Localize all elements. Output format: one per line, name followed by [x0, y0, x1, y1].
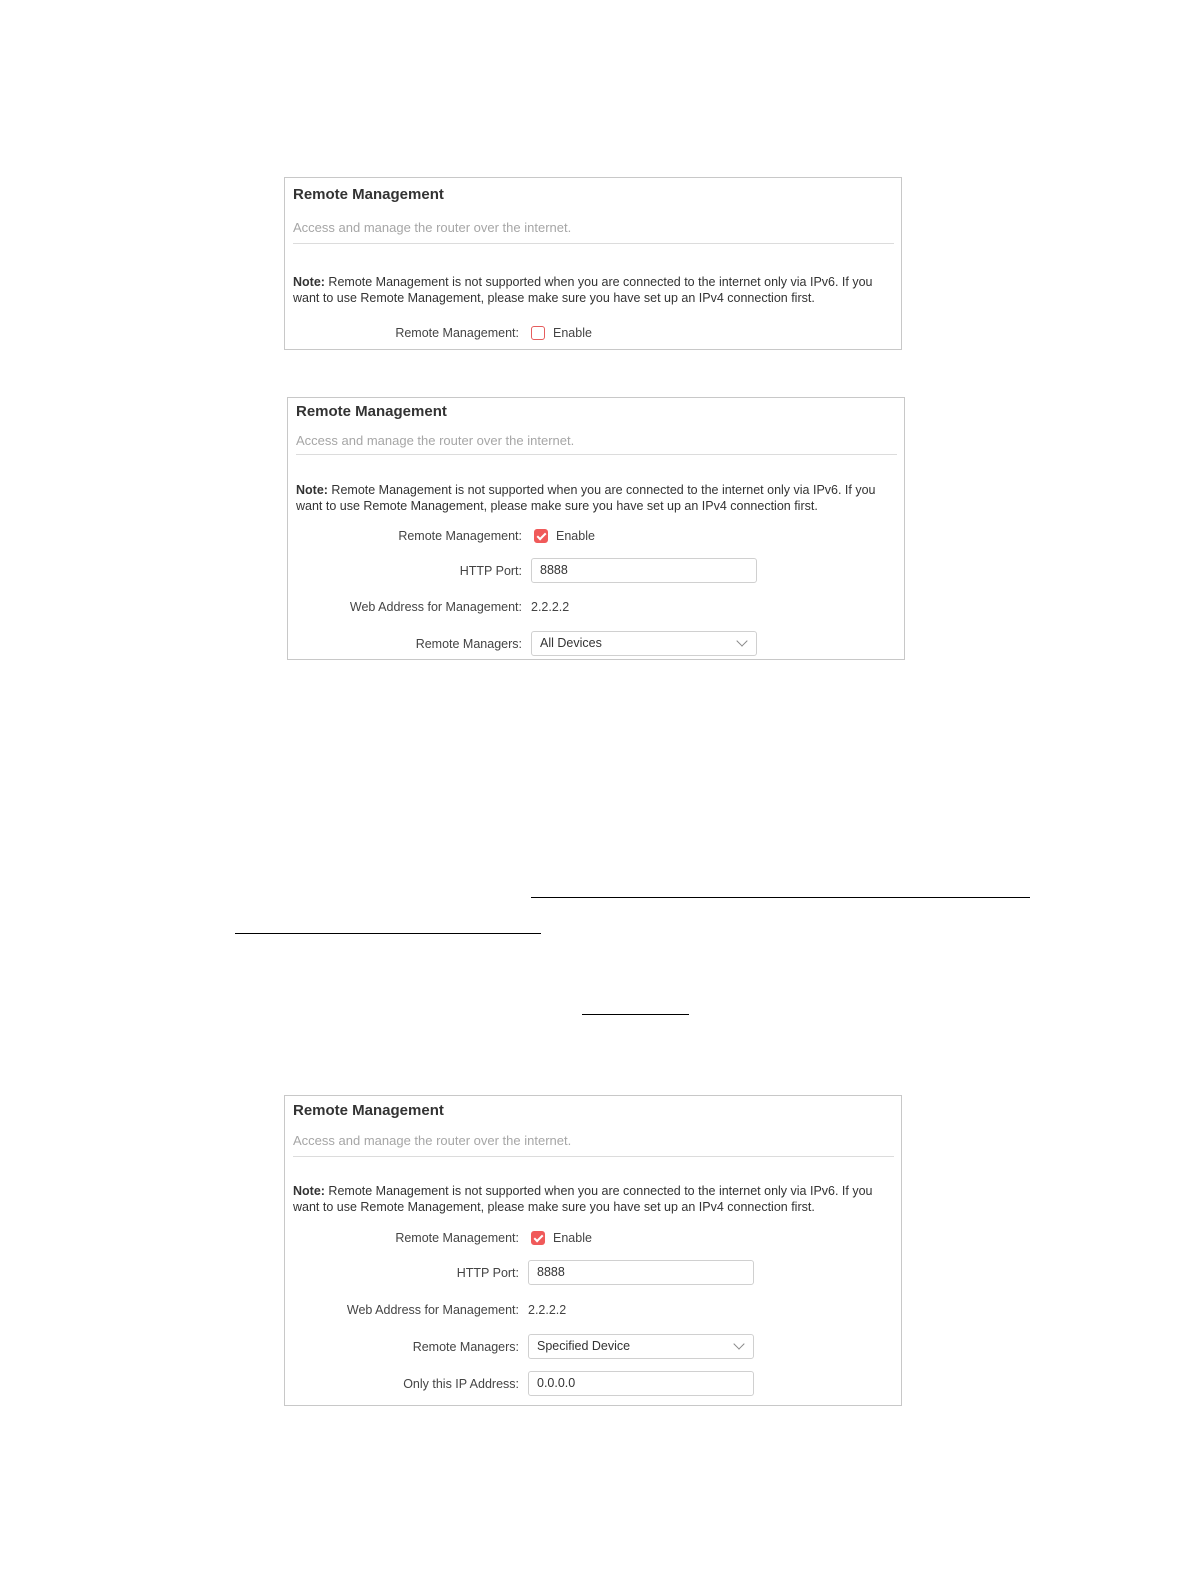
remote-managers-row — [285, 1334, 901, 1360]
http-port-label: HTTP Port: — [459, 564, 522, 578]
remote-management-row — [285, 1225, 901, 1251]
web-address-row — [288, 594, 904, 620]
ip-address-input[interactable]: 0.0.0.0 — [528, 1371, 754, 1396]
remote-managers-label: Remote Managers: — [415, 637, 522, 651]
note-label: Note: — [296, 483, 328, 497]
enable-label[interactable]: Enable — [553, 1231, 592, 1245]
remote-managers-select[interactable] — [528, 1334, 754, 1359]
remote-managers-selected: Specified Device — [537, 1339, 631, 1353]
divider — [296, 454, 897, 455]
remote-management-row — [285, 320, 901, 346]
remote-managers-label: Remote Managers: — [412, 1340, 519, 1354]
note-body: Remote Management is not supported when you are connected to the internet only via IPv6. If you want to use Remote Management, please make sure you have set up an IPv4 connection first. — [293, 275, 873, 305]
http-port-label: HTTP Port: — [456, 1266, 519, 1280]
enable-label[interactable]: Enable — [553, 326, 592, 340]
chevron-down-icon — [736, 635, 747, 646]
panel-title: Remote Management — [293, 186, 444, 203]
ip-address-label: Only this IP Address: — [403, 1377, 519, 1391]
remote-management-label: Remote Management: — [395, 1231, 519, 1245]
enable-label[interactable]: Enable — [556, 529, 595, 543]
http-port-row — [285, 1260, 901, 1286]
http-port-row — [288, 558, 904, 584]
remote-management-row — [288, 523, 904, 549]
http-port-input[interactable]: 8888 — [528, 1260, 754, 1285]
remote-managers-select[interactable] — [531, 631, 757, 656]
note-body: Remote Management is not supported when you are connected to the internet only via IPv6. If you want to use Remote Management, please make sure you have set up an IPv4 connection first. — [296, 483, 876, 513]
web-address-value: 2.2.2.2 — [528, 1303, 567, 1317]
note-label: Note: — [293, 275, 325, 289]
note-body: Remote Management is not supported when you are connected to the internet only via IPv6. If you want to use Remote Management, please make sure you have set up an IPv4 connection first. — [293, 1184, 873, 1214]
remote-management-panel-specified-device — [284, 1095, 902, 1406]
remote-managers-row — [288, 631, 904, 657]
panel-description: Access and manage the router over the internet. — [296, 433, 575, 448]
web-address-label: Web Address for Management: — [346, 1303, 519, 1317]
remote-management-panel-all-devices — [287, 397, 905, 660]
http-port-input[interactable]: 8888 — [531, 558, 757, 583]
note-text — [293, 274, 893, 306]
chevron-down-icon — [733, 1338, 744, 1349]
underline-2 — [235, 933, 541, 934]
divider — [293, 1156, 894, 1157]
web-address-row — [285, 1297, 901, 1323]
note-text — [296, 482, 896, 514]
enable-checkbox[interactable] — [534, 529, 548, 543]
panel-description: Access and manage the router over the internet. — [293, 220, 572, 235]
web-address-value: 2.2.2.2 — [531, 600, 570, 614]
divider — [293, 243, 894, 244]
web-address-label: Web Address for Management: — [349, 600, 522, 614]
note-text — [293, 1183, 893, 1215]
enable-checkbox[interactable] — [531, 326, 545, 340]
note-label: Note: — [293, 1184, 325, 1198]
panel-title: Remote Management — [296, 403, 447, 420]
panel-description: Access and manage the router over the internet. — [293, 1133, 572, 1148]
remote-management-panel-disabled — [284, 177, 902, 350]
remote-management-label: Remote Management: — [398, 529, 522, 543]
underline-1 — [531, 897, 1030, 898]
remote-management-label: Remote Management: — [395, 326, 519, 340]
underline-3 — [582, 1014, 689, 1015]
remote-managers-selected: All Devices — [540, 636, 602, 650]
ip-address-row — [285, 1371, 901, 1397]
panel-title: Remote Management — [293, 1102, 444, 1119]
enable-checkbox[interactable] — [531, 1231, 545, 1245]
